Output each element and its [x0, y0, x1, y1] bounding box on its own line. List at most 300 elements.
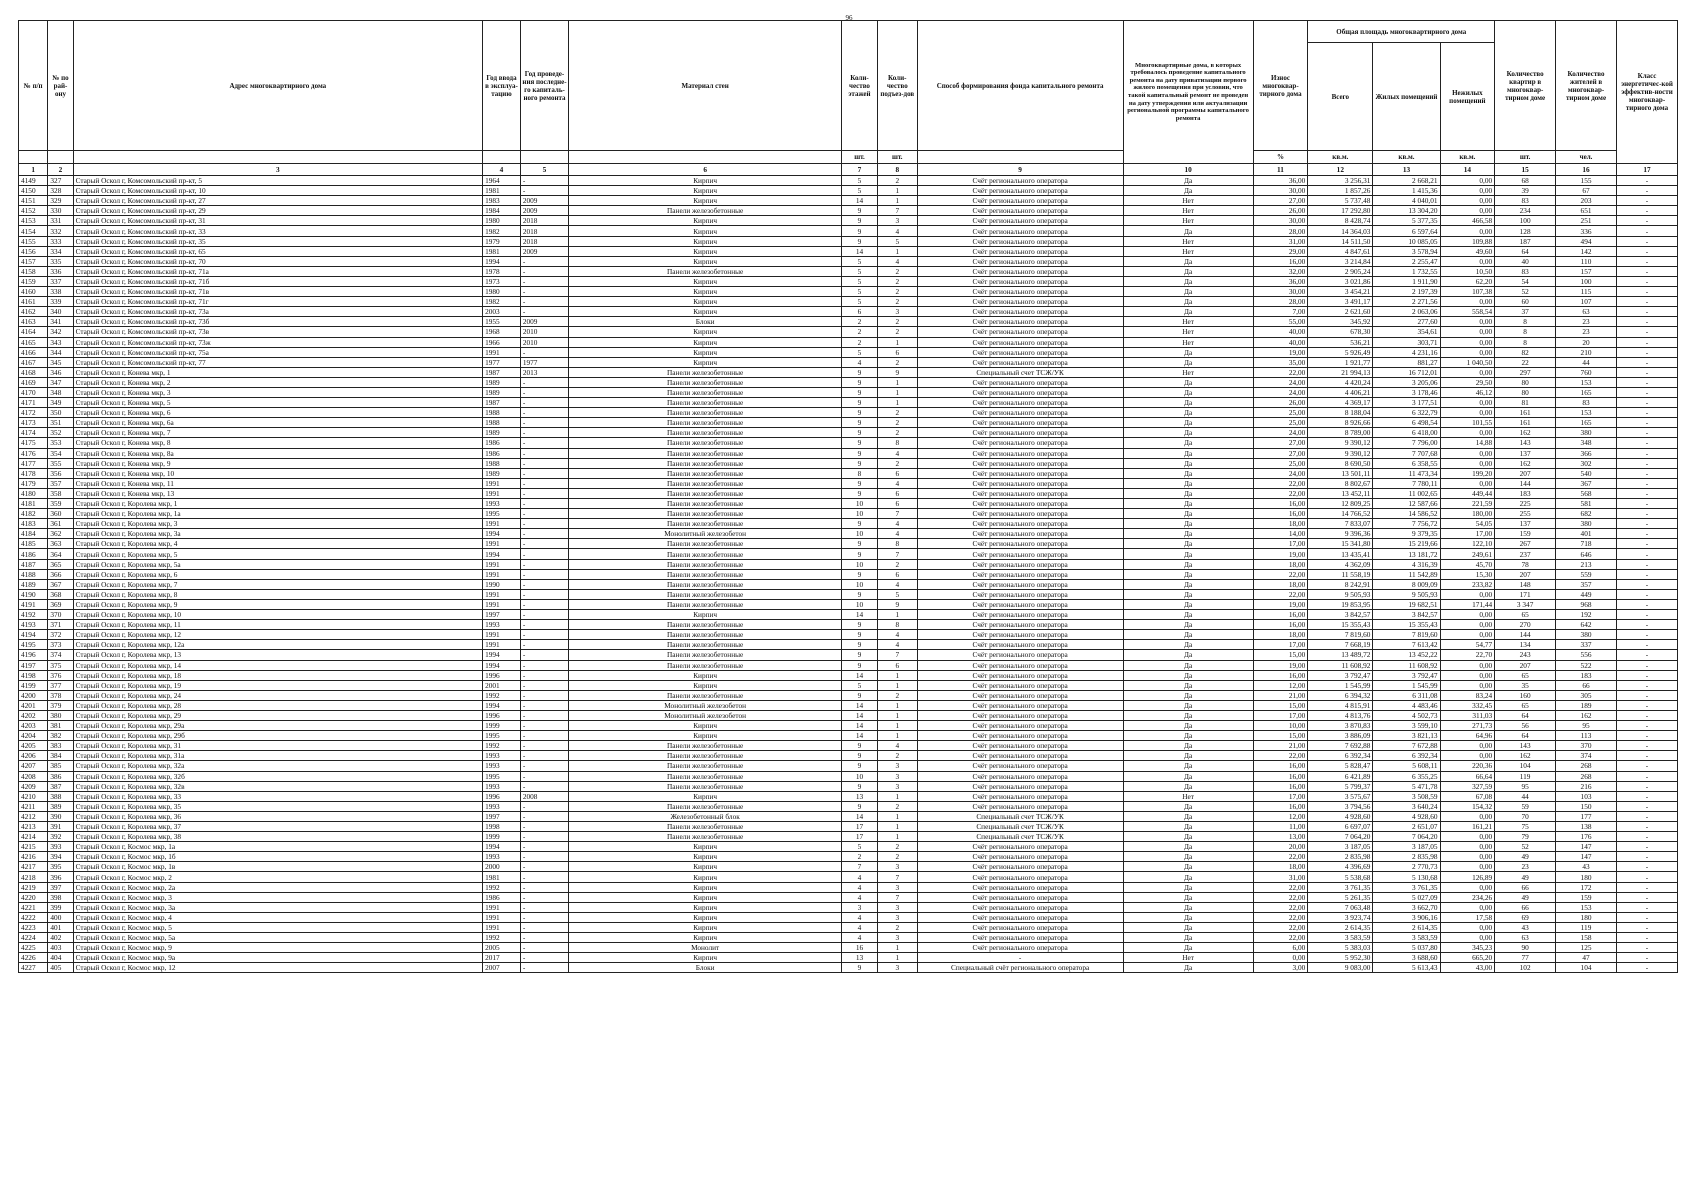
cell-area-nonliving: 0,00 [1440, 660, 1495, 670]
cell-energy-class: - [1616, 882, 1677, 892]
cell-apartments: 39 [1495, 186, 1556, 196]
cell-year-built: 1995 [483, 509, 521, 519]
cell-area-living: 5 613,43 [1373, 963, 1440, 973]
cell-area-living: 7 707,68 [1373, 448, 1440, 458]
cell-area-total: 13 489,72 [1308, 650, 1373, 660]
cell-row-no: 4159 [19, 276, 48, 286]
cell-repair-required: Да [1123, 488, 1253, 498]
cell-repair-required: Да [1123, 801, 1253, 811]
cell-wear: 40,00 [1253, 337, 1308, 347]
cell-floors: 5 [842, 176, 878, 186]
cell-residents: 210 [1556, 347, 1617, 357]
cell-repair-required: Да [1123, 499, 1253, 509]
cell-repair-required: Нет [1123, 236, 1253, 246]
cell-floors: 10 [842, 559, 878, 569]
cell-area-living: 6 498,54 [1373, 418, 1440, 428]
cell-area-total: 3 923,74 [1308, 912, 1373, 922]
cell-wear: 17,00 [1253, 710, 1308, 720]
cell-wall-material: Панели железобетонные [569, 418, 842, 428]
cell-last-repair: - [520, 519, 568, 529]
cell-last-repair: - [520, 458, 568, 468]
cell-area-living: 3 578,94 [1373, 246, 1440, 256]
cell-area-living: 2 668,21 [1373, 176, 1440, 186]
cell-fund-method: Счёт регионального оператора [917, 519, 1123, 529]
cell-area-nonliving: 10,50 [1440, 266, 1495, 276]
cell-area-living: 7 796,00 [1373, 438, 1440, 448]
cell-floors: 4 [842, 357, 878, 367]
cell-area-living: 9 379,35 [1373, 529, 1440, 539]
table-row [19, 236, 1678, 246]
cell-apartments: 75 [1495, 822, 1556, 832]
cell-energy-class: - [1616, 761, 1677, 771]
cell-row-no: 4152 [19, 206, 48, 216]
column-number: 8 [877, 164, 917, 176]
cell-apartments: 49 [1495, 872, 1556, 882]
cell-last-repair: - [520, 478, 568, 488]
cell-wear: 22,00 [1253, 852, 1308, 862]
cell-wear: 15,00 [1253, 731, 1308, 741]
cell-area-total: 6 697,07 [1308, 822, 1373, 832]
cell-last-repair: - [520, 377, 568, 387]
cell-district-no: 349 [48, 398, 73, 408]
cell-energy-class: - [1616, 700, 1677, 710]
cell-wall-material: Панели железобетонные [569, 761, 842, 771]
cell-residents: 268 [1556, 761, 1617, 771]
column-number: 11 [1253, 164, 1308, 176]
cell-apartments: 43 [1495, 922, 1556, 932]
cell-address: Старый Оскол г, Комсомольский пр-кт, 10 [73, 186, 482, 196]
cell-floors: 17 [842, 832, 878, 842]
cell-floors: 4 [842, 872, 878, 882]
cell-district-no: 347 [48, 377, 73, 387]
cell-wear: 25,00 [1253, 408, 1308, 418]
cell-area-living: 5 130,68 [1373, 872, 1440, 882]
cell-area-nonliving: 0,00 [1440, 620, 1495, 630]
cell-wall-material: Панели железобетонные [569, 519, 842, 529]
cell-address: Старый Оскол г, Комсомольский пр-кт, 31 [73, 216, 482, 226]
table-row [19, 206, 1678, 216]
cell-wall-material: Панели железобетонные [569, 751, 842, 761]
cell-floors: 9 [842, 236, 878, 246]
cell-wall-material: Панели железобетонные [569, 660, 842, 670]
housing-registry-table [18, 20, 1678, 973]
cell-area-nonliving: 14,88 [1440, 438, 1495, 448]
table-row [19, 468, 1678, 478]
cell-repair-required: Да [1123, 943, 1253, 953]
cell-year-built: 1981 [483, 872, 521, 882]
cell-wall-material: Кирпич [569, 297, 842, 307]
cell-district-no: 371 [48, 620, 73, 630]
cell-row-no: 4208 [19, 771, 48, 781]
table-row [19, 519, 1678, 529]
cell-repair-required: Да [1123, 287, 1253, 297]
cell-wear: 28,00 [1253, 226, 1308, 236]
cell-area-living: 5 608,11 [1373, 761, 1440, 771]
cell-last-repair: - [520, 721, 568, 731]
cell-address: Старый Оскол г, Королева мкр, 31а [73, 751, 482, 761]
cell-repair-required: Нет [1123, 337, 1253, 347]
cell-district-no: 336 [48, 266, 73, 276]
cell-wall-material: Панели железобетонные [569, 549, 842, 559]
cell-wear: 28,00 [1253, 297, 1308, 307]
cell-entrances: 8 [877, 620, 917, 630]
cell-address: Старый Оскол г, Королева мкр, 29б [73, 731, 482, 741]
cell-fund-method: Счёт регионального оператора [917, 771, 1123, 781]
cell-energy-class: - [1616, 589, 1677, 599]
cell-apartments: 104 [1495, 761, 1556, 771]
cell-year-built: 1994 [483, 529, 521, 539]
cell-area-total: 9 083,00 [1308, 963, 1373, 973]
unit-entrances: шт. [877, 151, 917, 164]
cell-area-total: 3 583,59 [1308, 933, 1373, 943]
cell-entrances: 1 [877, 811, 917, 821]
cell-fund-method: Счёт регионального оператора [917, 408, 1123, 418]
cell-repair-required: Да [1123, 589, 1253, 599]
cell-address: Старый Оскол г, Королева мкр, 12а [73, 640, 482, 650]
cell-fund-method: Специальный счет ТСЖ/УК [917, 822, 1123, 832]
cell-year-built: 1988 [483, 408, 521, 418]
cell-energy-class: - [1616, 226, 1677, 236]
cell-entrances: 1 [877, 387, 917, 397]
cell-fund-method: Счёт регионального оператора [917, 509, 1123, 519]
cell-last-repair: 2009 [520, 196, 568, 206]
cell-row-no: 4223 [19, 922, 48, 932]
cell-wear: 31,00 [1253, 872, 1308, 882]
cell-fund-method: Счёт регионального оператора [917, 579, 1123, 589]
cell-area-total: 8 242,91 [1308, 579, 1373, 589]
table-row [19, 781, 1678, 791]
cell-entrances: 2 [877, 176, 917, 186]
cell-entrances: 1 [877, 791, 917, 801]
cell-year-built: 1995 [483, 731, 521, 741]
cell-year-built: 1993 [483, 751, 521, 761]
cell-area-living: 4 928,60 [1373, 811, 1440, 821]
cell-last-repair: - [520, 287, 568, 297]
cell-apartments: 54 [1495, 276, 1556, 286]
cell-repair-required: Нет [1123, 216, 1253, 226]
cell-district-no: 366 [48, 569, 73, 579]
cell-area-total: 17 292,80 [1308, 206, 1373, 216]
cell-district-no: 334 [48, 246, 73, 256]
cell-district-no: 382 [48, 731, 73, 741]
cell-year-built: 1993 [483, 761, 521, 771]
cell-energy-class: - [1616, 246, 1677, 256]
cell-area-total: 6 394,32 [1308, 690, 1373, 700]
cell-wear: 20,00 [1253, 842, 1308, 852]
cell-fund-method: Счёт регионального оператора [917, 478, 1123, 488]
cell-area-nonliving: 1 040,50 [1440, 357, 1495, 367]
cell-area-living: 19 682,51 [1373, 599, 1440, 609]
cell-fund-method: Счёт регионального оператора [917, 791, 1123, 801]
cell-repair-required: Да [1123, 579, 1253, 589]
cell-area-nonliving: 0,00 [1440, 933, 1495, 943]
cell-fund-method: Счёт регионального оператора [917, 488, 1123, 498]
cell-last-repair: - [520, 690, 568, 700]
cell-wear: 22,00 [1253, 367, 1308, 377]
cell-area-nonliving: 0,00 [1440, 832, 1495, 842]
table-row [19, 398, 1678, 408]
cell-entrances: 2 [877, 418, 917, 428]
cell-fund-method: Счёт регионального оператора [917, 862, 1123, 872]
cell-wall-material: Кирпич [569, 933, 842, 943]
cell-wear: 55,00 [1253, 317, 1308, 327]
cell-fund-method: Счёт регионального оператора [917, 206, 1123, 216]
cell-wear: 22,00 [1253, 933, 1308, 943]
cell-repair-required: Да [1123, 176, 1253, 186]
cell-row-no: 4180 [19, 488, 48, 498]
cell-last-repair: - [520, 670, 568, 680]
cell-repair-required: Да [1123, 842, 1253, 852]
cell-row-no: 4158 [19, 266, 48, 276]
cell-repair-required: Да [1123, 428, 1253, 438]
cell-row-no: 4218 [19, 872, 48, 882]
cell-year-built: 2007 [483, 963, 521, 973]
cell-floors: 4 [842, 912, 878, 922]
cell-row-no: 4149 [19, 176, 48, 186]
cell-district-no: 390 [48, 811, 73, 821]
cell-area-living: 15 219,66 [1373, 539, 1440, 549]
cell-entrances: 4 [877, 226, 917, 236]
cell-last-repair: - [520, 398, 568, 408]
cell-area-nonliving: 233,82 [1440, 579, 1495, 589]
cell-residents: 642 [1556, 620, 1617, 630]
table-row [19, 569, 1678, 579]
table-row [19, 196, 1678, 206]
cell-row-no: 4168 [19, 367, 48, 377]
cell-fund-method: Счёт регионального оператора [917, 176, 1123, 186]
cell-wall-material: Панели железобетонные [569, 690, 842, 700]
cell-area-living: 3 906,16 [1373, 912, 1440, 922]
table-row [19, 953, 1678, 963]
cell-area-living: 12 587,66 [1373, 499, 1440, 509]
cell-fund-method: Счёт регионального оператора [917, 276, 1123, 286]
cell-row-no: 4157 [19, 256, 48, 266]
cell-floors: 14 [842, 670, 878, 680]
cell-wear: 6,00 [1253, 943, 1308, 953]
cell-address: Старый Оскол г, Королева мкр, 29 [73, 710, 482, 720]
cell-apartments: 102 [1495, 963, 1556, 973]
cell-year-built: 1989 [483, 377, 521, 387]
cell-fund-method: Счёт регионального оператора [917, 377, 1123, 387]
cell-last-repair: - [520, 418, 568, 428]
cell-repair-required: Да [1123, 912, 1253, 922]
cell-area-nonliving: 0,00 [1440, 922, 1495, 932]
cell-area-living: 4 231,16 [1373, 347, 1440, 357]
cell-fund-method: Счёт регионального оператора [917, 216, 1123, 226]
cell-last-repair: 2013 [520, 367, 568, 377]
cell-row-no: 4188 [19, 569, 48, 579]
cell-floors: 9 [842, 206, 878, 216]
cell-fund-method: Счёт регионального оператора [917, 872, 1123, 882]
cell-district-no: 345 [48, 357, 73, 367]
cell-fund-method: Счёт регионального оператора [917, 448, 1123, 458]
cell-year-built: 1979 [483, 236, 521, 246]
cell-wear: 12,00 [1253, 680, 1308, 690]
cell-energy-class: - [1616, 216, 1677, 226]
cell-entrances: 2 [877, 327, 917, 337]
cell-district-no: 397 [48, 882, 73, 892]
cell-repair-required: Да [1123, 387, 1253, 397]
table-row [19, 912, 1678, 922]
cell-area-living: 13 304,20 [1373, 206, 1440, 216]
cell-area-total: 19 853,95 [1308, 599, 1373, 609]
cell-fund-method: Специальный счет ТСЖ/УК [917, 832, 1123, 842]
header-fund-method: Способ формирования фонда капитального ремонта [917, 21, 1123, 151]
cell-year-built: 1992 [483, 741, 521, 751]
cell-address: Старый Оскол г, Королева мкр, 33 [73, 791, 482, 801]
cell-energy-class: - [1616, 852, 1677, 862]
cell-year-built: 1984 [483, 206, 521, 216]
cell-last-repair: - [520, 256, 568, 266]
cell-area-nonliving: 0,00 [1440, 630, 1495, 640]
table-row [19, 630, 1678, 640]
cell-wall-material: Кирпич [569, 670, 842, 680]
cell-apartments: 22 [1495, 357, 1556, 367]
cell-district-no: 327 [48, 176, 73, 186]
cell-area-living: 11 542,89 [1373, 569, 1440, 579]
cell-fund-method: Счёт регионального оператора [917, 327, 1123, 337]
cell-area-living: 14 586,52 [1373, 509, 1440, 519]
cell-energy-class: - [1616, 438, 1677, 448]
cell-energy-class: - [1616, 912, 1677, 922]
cell-fund-method: Счёт регионального оператора [917, 620, 1123, 630]
cell-wear: 19,00 [1253, 549, 1308, 559]
column-number: 6 [569, 164, 842, 176]
cell-district-no: 364 [48, 549, 73, 559]
cell-repair-required: Да [1123, 297, 1253, 307]
cell-fund-method: Счёт регионального оператора [917, 499, 1123, 509]
cell-district-no: 329 [48, 196, 73, 206]
cell-area-living: 3 187,05 [1373, 842, 1440, 852]
cell-area-nonliving: 0,00 [1440, 458, 1495, 468]
cell-entrances: 3 [877, 307, 917, 317]
table-body [19, 176, 1678, 973]
cell-entrances: 4 [877, 640, 917, 650]
cell-address: Старый Оскол г, Королева мкр, 32б [73, 771, 482, 781]
cell-area-total: 5 828,47 [1308, 761, 1373, 771]
cell-energy-class: - [1616, 206, 1677, 216]
cell-wear: 22,00 [1253, 882, 1308, 892]
cell-address: Старый Оскол г, Королева мкр, 5 [73, 549, 482, 559]
cell-energy-class: - [1616, 266, 1677, 276]
cell-district-no: 363 [48, 539, 73, 549]
cell-energy-class: - [1616, 842, 1677, 852]
cell-last-repair: - [520, 488, 568, 498]
cell-wall-material: Панели железобетонные [569, 620, 842, 630]
cell-fund-method: Специальный счёт регионального оператора [917, 963, 1123, 973]
cell-wall-material: Кирпич [569, 882, 842, 892]
cell-residents: 138 [1556, 822, 1617, 832]
cell-residents: 153 [1556, 408, 1617, 418]
cell-address: Старый Оскол г, Королева мкр, 3 [73, 519, 482, 529]
cell-area-nonliving: 311,03 [1440, 710, 1495, 720]
cell-entrances: 4 [877, 741, 917, 751]
cell-apartments: 66 [1495, 882, 1556, 892]
cell-area-nonliving: 101,55 [1440, 418, 1495, 428]
cell-last-repair: - [520, 499, 568, 509]
cell-residents: 104 [1556, 963, 1617, 973]
cell-entrances: 3 [877, 912, 917, 922]
cell-last-repair: - [520, 650, 568, 660]
cell-apartments: 65 [1495, 670, 1556, 680]
cell-energy-class: - [1616, 276, 1677, 286]
cell-entrances: 1 [877, 943, 917, 953]
cell-area-total: 8 188,04 [1308, 408, 1373, 418]
cell-wear: 17,00 [1253, 640, 1308, 650]
cell-apartments: 49 [1495, 852, 1556, 862]
cell-area-total: 4 928,60 [1308, 811, 1373, 821]
cell-district-no: 391 [48, 822, 73, 832]
cell-apartments: 59 [1495, 801, 1556, 811]
cell-repair-required: Да [1123, 559, 1253, 569]
cell-energy-class: - [1616, 468, 1677, 478]
cell-area-living: 1 545,99 [1373, 680, 1440, 690]
cell-year-built: 1977 [483, 357, 521, 367]
cell-entrances: 6 [877, 499, 917, 509]
cell-fund-method: Счёт регионального оператора [917, 287, 1123, 297]
cell-row-no: 4174 [19, 428, 48, 438]
cell-wall-material: Железобетонный блок [569, 811, 842, 821]
cell-wall-material: Кирпич [569, 731, 842, 741]
cell-area-nonliving: 171,44 [1440, 599, 1495, 609]
cell-wear: 22,00 [1253, 569, 1308, 579]
cell-wall-material: Кирпич [569, 176, 842, 186]
cell-wear: 10,00 [1253, 721, 1308, 731]
cell-repair-required: Да [1123, 529, 1253, 539]
cell-apartments: 207 [1495, 569, 1556, 579]
cell-address: Старый Оскол г, Космос мкр, 9а [73, 953, 482, 963]
cell-district-no: 340 [48, 307, 73, 317]
cell-floors: 10 [842, 599, 878, 609]
table-row [19, 902, 1678, 912]
cell-residents: 180 [1556, 912, 1617, 922]
cell-floors: 9 [842, 216, 878, 226]
cell-area-living: 4 316,39 [1373, 559, 1440, 569]
cell-entrances: 8 [877, 438, 917, 448]
cell-area-total: 2 835,98 [1308, 852, 1373, 862]
cell-area-living: 3 205,06 [1373, 377, 1440, 387]
cell-wall-material: Панели железобетонные [569, 569, 842, 579]
cell-entrances: 3 [877, 902, 917, 912]
cell-area-nonliving: 345,23 [1440, 943, 1495, 953]
cell-repair-required: Да [1123, 357, 1253, 367]
cell-row-no: 4195 [19, 640, 48, 650]
cell-address: Старый Оскол г, Комсомольский пр-кт, 71в [73, 287, 482, 297]
cell-address: Старый Оскол г, Космос мкр, 3а [73, 902, 482, 912]
cell-repair-required: Да [1123, 741, 1253, 751]
cell-entrances: 1 [877, 377, 917, 387]
cell-area-total: 7 668,19 [1308, 640, 1373, 650]
cell-address: Старый Оскол г, Королева мкр, 1 [73, 499, 482, 509]
table-row [19, 488, 1678, 498]
cell-area-nonliving: 29,50 [1440, 377, 1495, 387]
table-row [19, 922, 1678, 932]
cell-energy-class: - [1616, 519, 1677, 529]
cell-wall-material: Кирпич [569, 226, 842, 236]
cell-address: Старый Оскол г, Комсомольский пр-кт, 27 [73, 196, 482, 206]
cell-wall-material: Панели железобетонные [569, 832, 842, 842]
cell-fund-method: Счёт регионального оператора [917, 922, 1123, 932]
cell-area-nonliving: 271,73 [1440, 721, 1495, 731]
cell-residents: 380 [1556, 630, 1617, 640]
cell-last-repair: - [520, 176, 568, 186]
cell-apartments: 8 [1495, 337, 1556, 347]
cell-floors: 10 [842, 579, 878, 589]
cell-entrances: 1 [877, 721, 917, 731]
cell-area-nonliving: 199,20 [1440, 468, 1495, 478]
cell-repair-required: Да [1123, 549, 1253, 559]
cell-floors: 13 [842, 953, 878, 963]
